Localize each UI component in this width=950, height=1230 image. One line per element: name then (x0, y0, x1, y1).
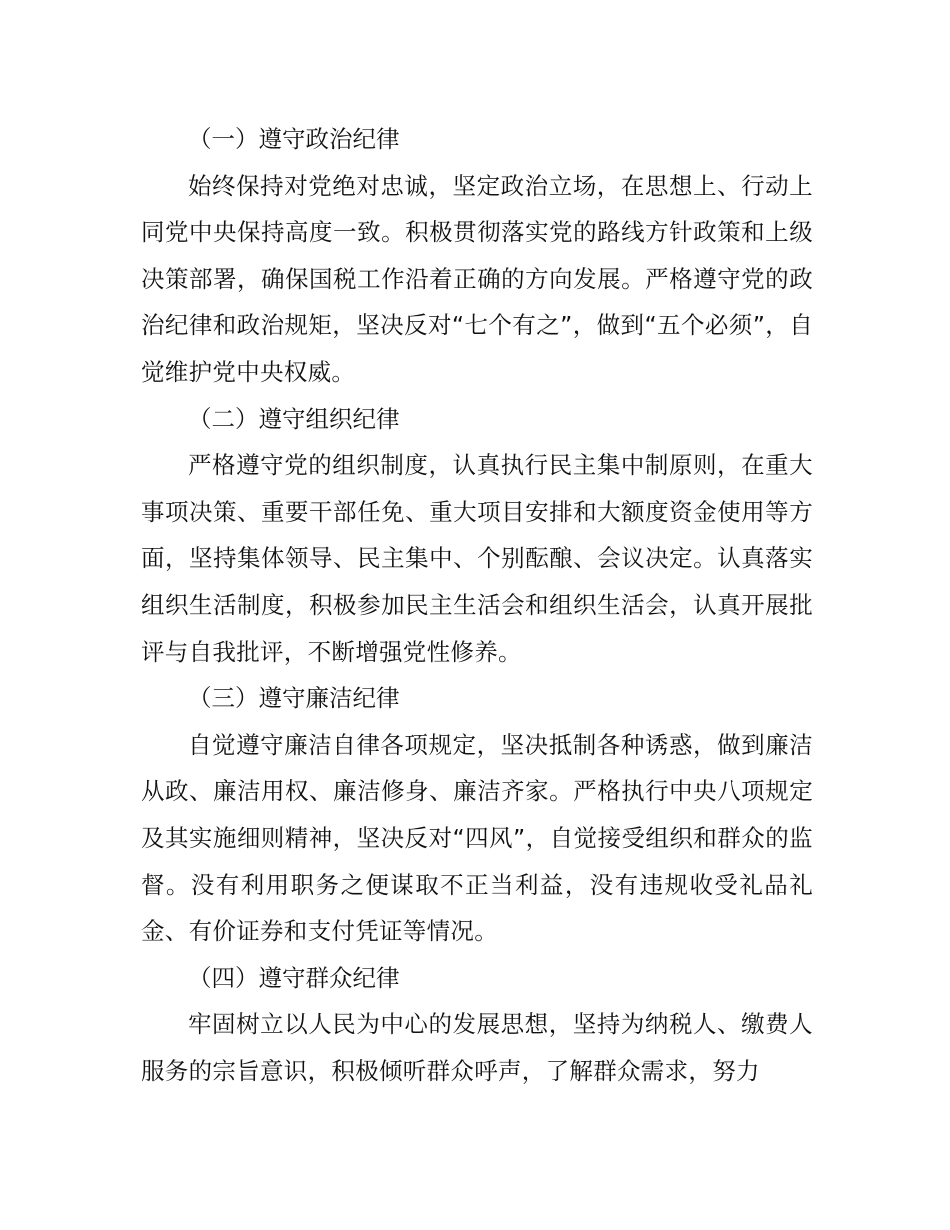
section-heading: （四）遵守群众纪律 (188, 963, 400, 992)
section-heading: （二）遵守组织纪律 (188, 404, 400, 433)
section-paragraph: 牢固树立以人民为中心的发展思想，坚持为纳税人、缴费人服务的宗旨意识，积极倾听群众呼声，了解群众需求，努力 (141, 1010, 813, 1085)
document-body (141, 116, 813, 1094)
section-heading: （一）遵守政治纪律 (188, 125, 400, 153)
section-paragraph: 自觉遵守廉洁自律各项规定，坚决抵制各种诱惑，做到廉洁从政、廉洁用权、廉洁修身、廉洁齐家。严格执行中央八项规定及其实施细则精神，坚决反对“四风”，自觉接受组织和群众的监督。没有利用职务之便谋取不正当利益，没有违规收受礼品礼金、有价证券和支付凭证等情况。 (141, 730, 813, 946)
section-heading: （三）遵守廉洁纪律 (188, 684, 400, 713)
section-paragraph: 严格遵守党的组织制度，认真执行民主集中制原则，在重大事项决策、重要干部任免、重大项目安排和大额度资金使用等方面，坚持集体领导、民主集中、个别酝酿、会议决定。认真落实组织生活制度，积极参加民主生活会和组织生活会，认真开展批评与自我批评，不断增强党性修养。 (141, 451, 813, 666)
section-paragraph: 始终保持对党绝对忠诚，坚定政治立场，在思想上、行动上同党中央保持高度一致。积极贯彻落实党的路线方针政策和上级决策部署，确保国税工作沿着正确的方向发展。严格遵守党的政治纪律和政治规矩，坚决反对“七个有之”，做到“五个必须”，自觉维护党中央权威。 (141, 171, 813, 386)
